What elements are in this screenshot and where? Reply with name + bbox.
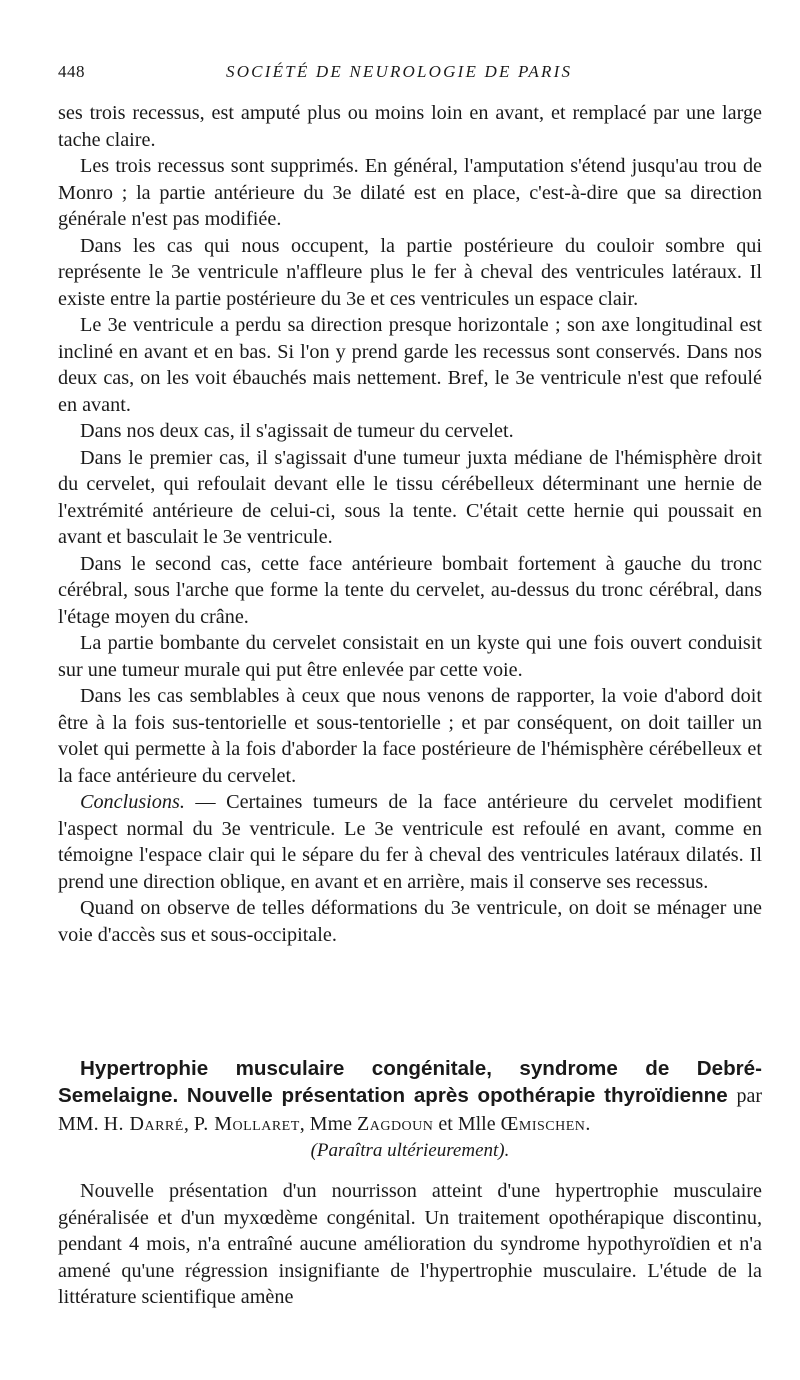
paragraph: Dans nos deux cas, il s'agissait de tumeur du cervelet.: [80, 420, 514, 442]
article-title-block: [58, 1055, 762, 1138]
author-mollaret: P. Mollaret: [193, 1113, 300, 1135]
closing-paragraph: Quand on observe de telles déformations du 3e ventricule, on doit se ménager une voie d'accès sus et sous-occipitale.: [58, 897, 762, 946]
article-title: Hypertrophie musculaire congénitale, syndrome de Debré-Semelaigne. Nouvelle présentation après opothérapie thyroïdienne: [58, 1057, 762, 1107]
byline-prefix: par MM.: [58, 1085, 762, 1135]
title-mlle: Mlle: [457, 1113, 496, 1135]
author-oemischen: Œmischen.: [500, 1113, 591, 1135]
title-mme: Mme: [309, 1113, 352, 1135]
byline: par MM. H. Darré, P. Mollaret, Mme Zagdoun et Mlle Œmischen.: [58, 1085, 762, 1135]
section-gap: [58, 948, 762, 1055]
paragraph: Les trois recessus sont supprimés. En général, l'amputation s'étend jusqu'au trou de Monro ; la partie antérieure du 3e dilaté est en place, c'est-à-dire que sa direction générale n'est pas modifiée.: [58, 155, 762, 230]
paragraph: La partie bombante du cervelet consistait en un kyste qui une fois ouvert conduisit sur une tumeur murale qui put être enlevée par cette voie.: [58, 632, 762, 681]
paragraph: Dans le second cas, cette face antérieure bombait fortement à gauche du tronc cérébral, sous l'arche que forme la tente du cervelet, au-dessus du tronc cérébral, dans l'étage moyen du crâne.: [58, 552, 762, 628]
journal-title: SOCIÉTÉ DE NEUROLOGIE DE PARIS: [226, 62, 573, 81]
author-darre: H. Darré: [103, 1113, 184, 1135]
paragraph: Le 3e ventricule a perdu sa direction presque horizontale ; son axe longitudinal est incliné en avant et en bas. Si l'on y prend garde les recessus sont conservés. Dans nos deux cas, on les voit ébauchés mais nettement. Bref, le 3e ventricule n'est que refoulé en avant.: [58, 314, 762, 416]
gap: [58, 1164, 762, 1178]
conclusions-paragraph: [58, 789, 762, 895]
abstract: Nouvelle présentation d'un nourrisson atteint d'une hypertrophie musculaire généralisée et d'un myxœdème congénital. Un traitement opothérapique discontinu, pendant 4 mois, n'a entraîné aucune amélioration du syndrome hypothyroïdien et n'a amené qu'une régression insignifiante de l'hypertrophie musculaire. L'étude de la littérature scientifique amène: [58, 1180, 762, 1308]
page-number: 448: [58, 62, 85, 81]
paragraph: Dans les cas qui nous occupent, la partie postérieure du couloir sombre qui représente le 3e ventricule n'affleure plus le fer à cheval des ventricules latéraux. Il existe entre la partie postérieure du 3e et ces ventricules un espace clair.: [58, 234, 762, 310]
body-text: [58, 100, 762, 1311]
paragraph: ses trois recessus, est amputé plus ou moins loin en avant, et remplacé par une large tache claire.: [58, 102, 762, 151]
conjunction-et: et: [438, 1113, 453, 1135]
author-zagdoun: Zagdoun: [357, 1113, 434, 1135]
publication-note: (Paraîtra ultérieurement).: [310, 1140, 510, 1161]
paragraph: Dans le premier cas, il s'agissait d'une tumeur juxta médiane de l'hémisphère droit du cervelet, qui refoulait devant elle le tissu cérébelleux déterminant une hernie de l'extrémité antérieure de celui-ci, sous la tente. C'était cette hernie qui poussait en avant et basculait le 3e ventricule.: [58, 446, 762, 548]
conclusions-text: — Certaines tumeurs de la face antérieure du cervelet modifient l'aspect normal du 3e ventricule. Le 3e ventricule est refoulé en avant, comme en témoigne l'espace clair qui le sépare du fer à cheval des ventricules latéraux dilatés. Il prend une direction oblique, en avant et en arrière, mais il conserve ses recessus.: [58, 791, 762, 893]
conclusions-label: Conclusions.: [80, 791, 185, 813]
paragraph: Dans les cas semblables à ceux que nous venons de rapporter, la voie d'abord doit être à la fois sus-tentorielle et sous-tentorielle ; et par conséquent, on doit tailler un volet qui permette à la fois d'aborder la face postérieure de l'hémisphère cérébelleux et la face antérieure du cervelet.: [58, 685, 762, 787]
running-head: [58, 62, 762, 86]
